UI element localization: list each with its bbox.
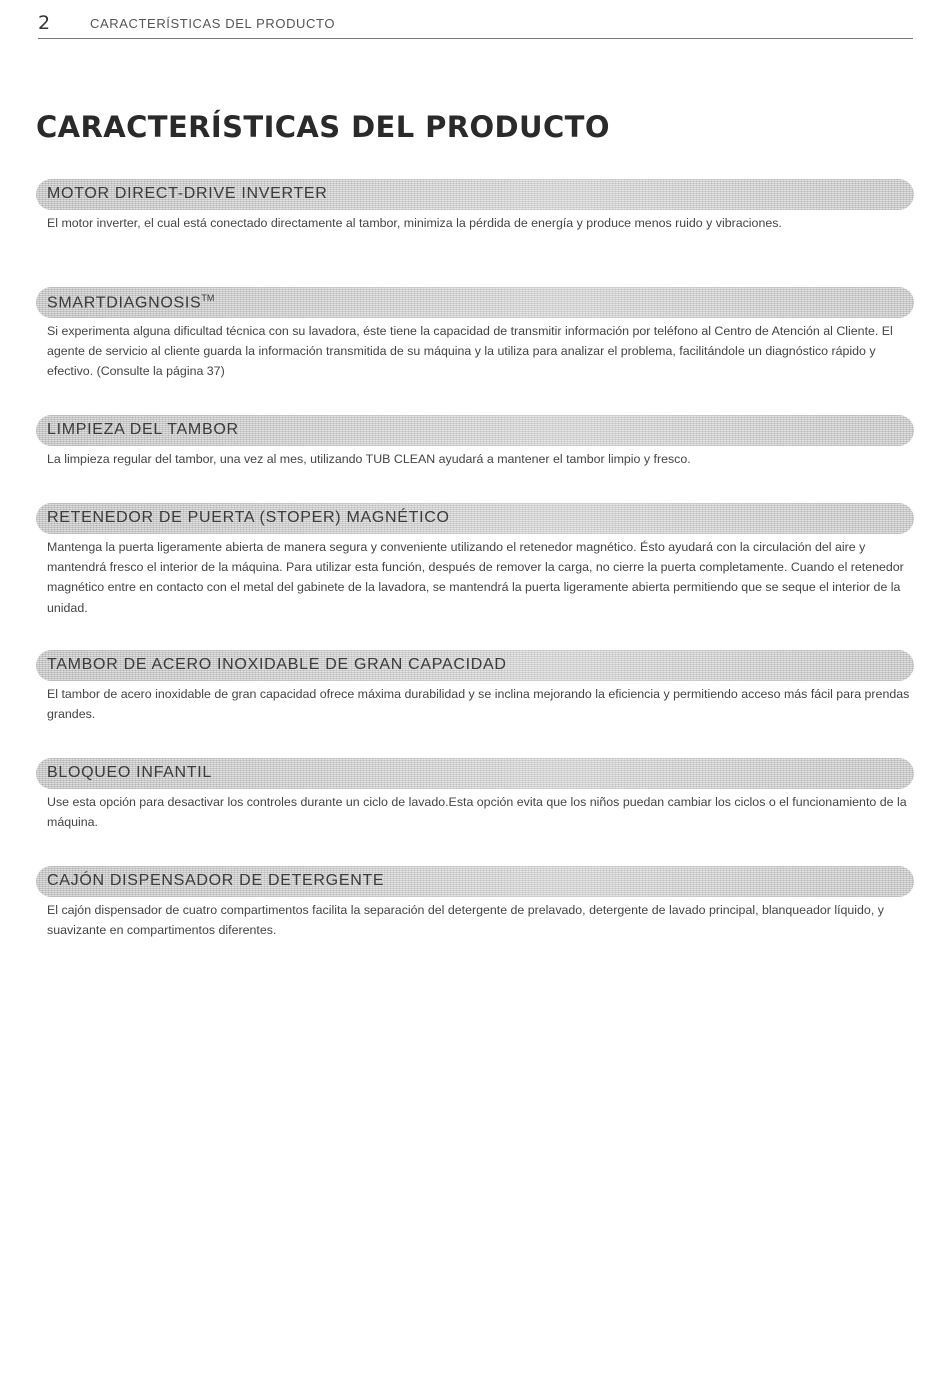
page-header bbox=[38, 12, 913, 39]
section-description: Si experimenta alguna dificultad técnica con su lavadora, éste tiene la capacidad de transmitir información por teléfono al Centro de Atención al Cliente. El agente de servicio al cliente guarda la información transmitida de su máquina y la utiliza para analizar el problema, facilitándole un diagnóstico rápido y efectivo. (Consulte la página 37) bbox=[47, 324, 893, 379]
section-heading-band bbox=[36, 287, 914, 318]
section-bloqueo-infantil bbox=[36, 758, 914, 832]
section-heading-band bbox=[36, 415, 914, 446]
section-description: El tambor de acero inoxidable de gran capacidad ofrece máxima durabilidad y se inclina mejorando la eficiencia y permitiendo acceso más fácil para prendas grandes. bbox=[47, 687, 910, 722]
section-motor-inverter bbox=[36, 179, 914, 233]
section-retenedor-puerta bbox=[36, 503, 914, 618]
section-description: El motor inverter, el cual está conectado directamente al tambor, minimiza la pérdida de energía y produce menos ruido y vibraciones. bbox=[47, 216, 782, 230]
section-description: El cajón dispensador de cuatro compartimentos facilita la separación del detergente de prelavado, detergente de lavado principal, blanqueador líquido, y suavizante en compartimentos diferentes. bbox=[47, 903, 884, 938]
section-heading-band bbox=[36, 503, 914, 534]
section-description: Mantenga la puerta ligeramente abierta de manera segura y conveniente utilizando el retenedor magnético. Ésto ayudará con la circulación del aire y mantendrá fresco el interior de la máquina. Para utilizar esta función, después de remover la carga, no cierre la puerta completamente. Cuando el retenedor magnético entre en contacto con el metal del gabinete de la lavadora, se mantendrá la puerta ligeramente abierta permitiendo que se seque el interior de la unidad. bbox=[47, 540, 904, 615]
section-heading: BLOQUEO INFANTIL bbox=[47, 764, 213, 781]
section-smartdiagnosis bbox=[36, 287, 914, 382]
section-heading: LIMPIEZA DEL TAMBOR bbox=[47, 421, 239, 438]
section-heading-band bbox=[36, 758, 914, 789]
running-title: CARACTERÍSTICAS DEL PRODUCTO bbox=[90, 16, 336, 31]
section-cajon-dispensador bbox=[36, 866, 914, 940]
section-limpieza-tambor bbox=[36, 415, 914, 469]
section-heading: TAMBOR DE ACERO INOXIDABLE DE GRAN CAPACIDAD bbox=[47, 656, 507, 673]
section-description: Use esta opción para desactivar los controles durante un ciclo de lavado.Esta opción evita que los niños puedan cambiar los ciclos o el funcionamiento de la máquina. bbox=[47, 795, 907, 830]
page-title: CARACTERÍSTICAS DEL PRODUCTO bbox=[36, 110, 610, 144]
section-heading-band bbox=[36, 650, 914, 681]
section-heading: SMARTDIAGNOSIS™ bbox=[47, 293, 215, 312]
trademark-mark: TM bbox=[201, 293, 215, 303]
section-heading: RETENEDOR DE PUERTA (STOPER) MAGNÉTICO bbox=[47, 509, 450, 526]
section-heading: CAJÓN DISPENSADOR DE DETERGENTE bbox=[47, 872, 385, 889]
section-description: La limpieza regular del tambor, una vez al mes, utilizando TUB CLEAN ayudará a mantener el tambor limpio y fresco. bbox=[47, 452, 691, 466]
section-heading-band bbox=[36, 179, 914, 210]
section-tambor-acero bbox=[36, 650, 914, 724]
section-heading-band bbox=[36, 866, 914, 897]
section-heading: MOTOR DIRECT-DRIVE INVERTER bbox=[47, 185, 328, 202]
page-number: 2 bbox=[38, 12, 51, 34]
